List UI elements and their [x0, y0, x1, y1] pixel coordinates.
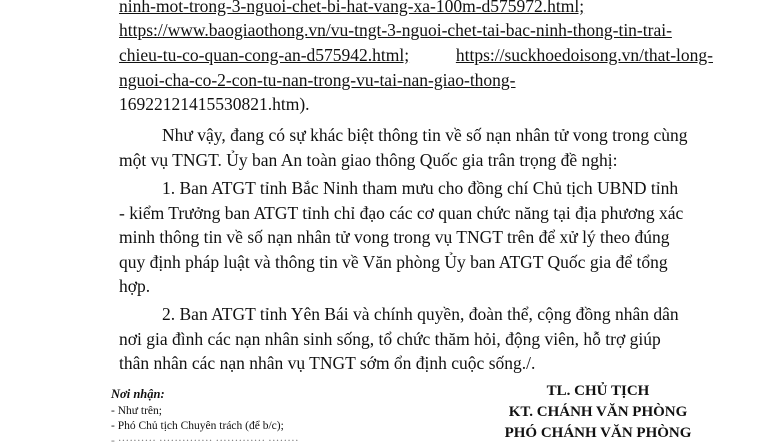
body-text-line: nơi gia đình các nạn nhân sinh sống, tổ chức thăm hỏi, động viên, hỗ trợ giúp: [119, 329, 661, 349]
reference-link[interactable]: https://suckhoedoisong.vn/that-long-: [455, 45, 713, 65]
recipient-item: - Phó Chủ tịch Chuyên trách (để b/c);: [111, 420, 284, 432]
reference-link[interactable]: chieu-tu-co-quan-cong-an-d575942.html;: [119, 45, 410, 65]
body-text-line: quy định pháp luật và thông tin về Văn phòng Ủy ban ATGT Quốc gia để tổng: [119, 252, 668, 272]
body-text-line: - kiểm Trưởng ban ATGT tỉnh chỉ đạo các cơ quan chức năng tại địa phương xác: [119, 203, 684, 223]
signature-title: TL. CHỦ TỊCH: [546, 383, 650, 399]
reference-link-line[interactable]: ninh-mot-trong-3-nguoi-chet-bi-hat-vang-xa-100m-d575972.html;: [119, 0, 585, 16]
body-text-line: 1. Ban ATGT tỉnh Bắc Ninh tham mưu cho đồng chí Chủ tịch UBND tỉnh: [162, 178, 679, 198]
reference-link-row: [119, 44, 713, 66]
body-text-line: một vụ TNGT. Ủy ban An toàn giao thông Quốc gia trân trọng đề nghị:: [119, 150, 618, 170]
signature-title: KT. CHÁNH VĂN PHÒNG: [508, 404, 688, 420]
body-text-line: thân nhân các nạn nhân vụ TNGT sớm ổn định cuộc sống./.: [119, 353, 536, 373]
body-text-line: hợp.: [119, 276, 151, 296]
recipient-item-cut: - ·········· ·············· ············· ········: [111, 435, 299, 447]
recipients-title: Nơi nhận:: [111, 387, 165, 401]
reference-link-line[interactable]: nguoi-cha-co-2-con-tu-nan-trong-vu-tai-nan-giao-thong-: [119, 70, 516, 90]
recipient-item: - Như trên;: [111, 405, 162, 417]
body-text-line: minh thông tin về số nạn nhân tử vong trong vụ TNGT trên để xử lý theo đúng: [119, 227, 670, 247]
body-text-line: Như vậy, đang có sự khác biệt thông tin về số nạn nhân tử vong trong cùng: [162, 125, 688, 145]
reference-link-line[interactable]: https://www.baogiaothong.vn/vu-tngt-3-nguoi-chet-tai-bac-ninh-thong-tin-trai-: [119, 20, 672, 40]
reference-link-line: 169221214155308​21.htm).: [119, 94, 310, 114]
body-text-line: 2. Ban ATGT tỉnh Yên Bái và chính quyền, đoàn thể, cộng đồng nhân dân: [162, 304, 679, 324]
signature-title: PHÓ CHÁNH VĂN PHÒNG: [504, 425, 692, 441]
